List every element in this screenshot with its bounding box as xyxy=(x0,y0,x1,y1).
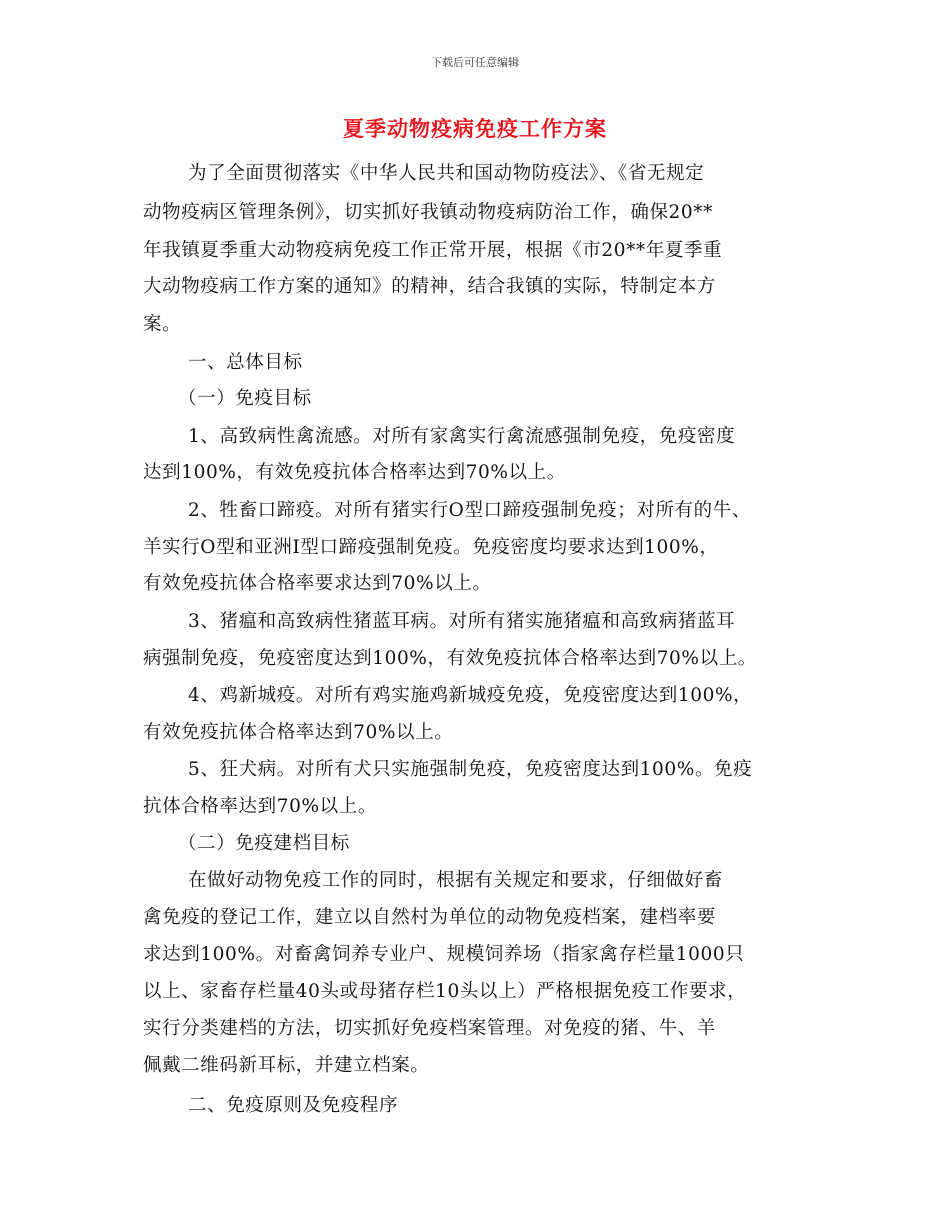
section-heading: 一、总体目标 xyxy=(188,352,303,373)
paragraph-line: 4、鸡新城疫。对所有鸡实施鸡新城疫免疫，免疫密度达到100%， xyxy=(188,685,753,706)
paragraph-line: 动物疫病区管理条例》，切实抓好我镇动物疫病防治工作，确保20** xyxy=(143,202,713,223)
paragraph-line: 抗体合格率达到70%以上。 xyxy=(143,796,377,817)
paragraph-line: 羊实行O型和亚洲I型口蹄疫强制免疫。免疫密度均要求达到100%， xyxy=(143,537,719,558)
paragraph-line: 年我镇夏季重大动物疫病免疫工作正常开展，根据《市20**年夏季重 xyxy=(143,240,723,261)
paragraph-line: 以上、家畜存栏量40头或母猪存栏10头以上）严格根据免疫工作要求， xyxy=(143,981,747,1002)
paragraph-line: 在做好动物免疫工作的同时，根据有关规定和要求，仔细做好畜 xyxy=(188,870,723,891)
paragraph-line: 大动物疫病工作方案的通知》的精神，结合我镇的实际，特制定本方 xyxy=(143,276,717,297)
paragraph-line: 3、猪瘟和高致病性猪蓝耳病。对所有猪实施猪瘟和高致病猪蓝耳 xyxy=(188,611,736,632)
paragraph-line: 禽免疫的登记工作，建立以自然村为单位的动物免疫档案，建档率要 xyxy=(143,907,717,928)
paragraph-line: 案。 xyxy=(143,314,182,335)
paragraph-line: 有效免疫抗体合格率要求达到70%以上。 xyxy=(143,573,492,594)
paragraph-line: 5、狂犬病。对所有犬只实施强制免疫，免疫密度达到100%。免疫 xyxy=(188,759,753,780)
subsection-heading: （二）免疫建档目标 xyxy=(178,833,350,854)
paragraph-line: 达到100%，有效免疫抗体合格率达到70%以上。 xyxy=(143,462,566,483)
paragraph-line: 为了全面贯彻落实《中华人民共和国动物防疫法》、《省无规定 xyxy=(188,163,705,184)
paragraph-line: 实行分类建档的方法，切实抓好免疫档案管理。对免疫的猪、牛、羊 xyxy=(143,1018,717,1039)
header-note: 下载后可任意编辑 xyxy=(431,56,519,69)
paragraph-line: 有效免疫抗体合格率达到70%以上。 xyxy=(143,722,454,743)
paragraph-line: 1、高致病性禽流感。对所有家禽实行禽流感强制免疫，免疫密度 xyxy=(188,426,736,447)
paragraph-line: 2、牲畜口蹄疫。对所有猪实行O型口蹄疫强制免疫；对所有的牛、 xyxy=(188,500,751,521)
paragraph-line: 病强制免疫，免疫密度达到100%，有效免疫抗体合格率达到70%以上。 xyxy=(143,648,757,669)
paragraph-line: 求达到100%。对畜禽饲养专业户、规模饲养场（指家禽存栏量1000只 xyxy=(143,944,745,965)
paragraph-line: 佩戴二维码新耳标，并建立档案。 xyxy=(143,1055,430,1076)
document-title: 夏季动物疫病免疫工作方案 xyxy=(343,116,607,141)
subsection-heading: （一）免疫目标 xyxy=(178,388,312,409)
section-heading: 二、免疫原则及免疫程序 xyxy=(188,1095,399,1116)
